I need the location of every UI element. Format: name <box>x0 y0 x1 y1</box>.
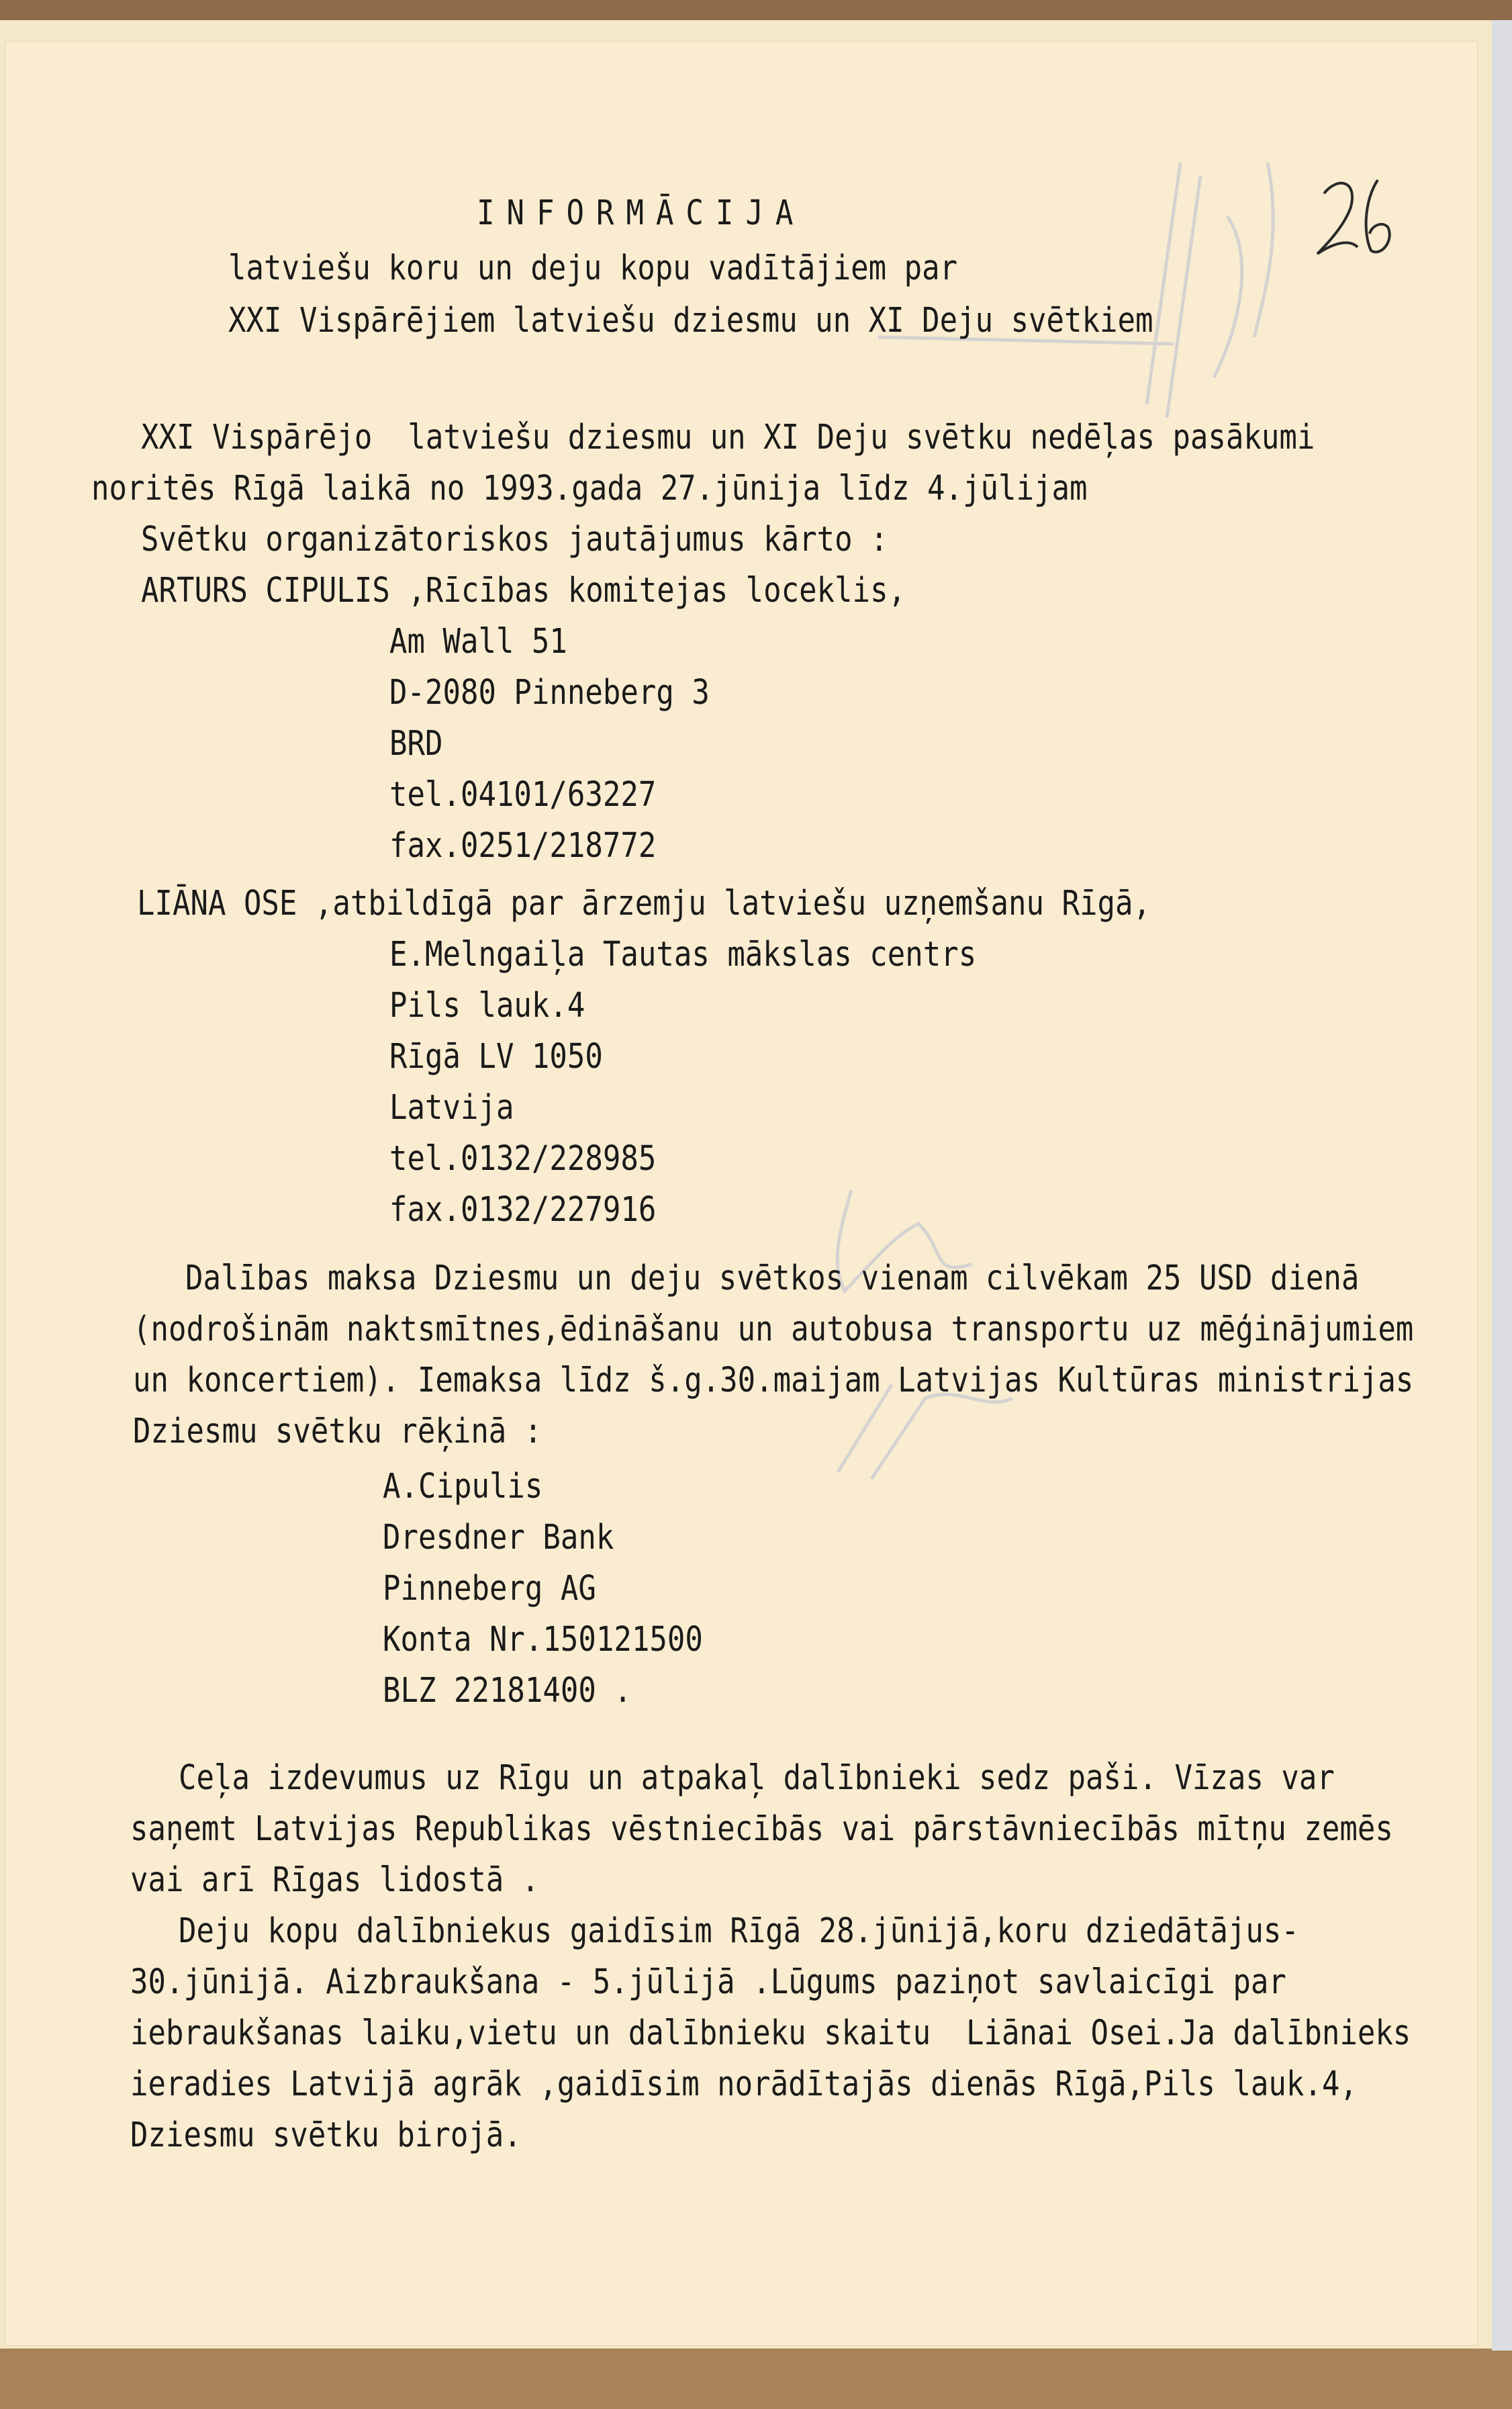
contact-line: fax.0251/218772 <box>389 826 657 866</box>
contact-header: ARTURS CIPULIS ,Rīcības komitejas loceklis, <box>141 571 906 610</box>
fee-line: (nodrošinām naktsmītnes,ēdināšanu un autobusa transportu uz mēģinājumiem <box>133 1310 1414 1349</box>
arrival-line: Deju kopu dalībniekus gaidīsim Rīgā 28.jūnijā,koru dziedātājus- <box>179 1911 1299 1951</box>
contact-line: tel.0132/228985 <box>389 1139 657 1179</box>
contact-line: Pils lauk.4 <box>389 986 585 1026</box>
arrival-line: ieradies Latvijā agrāk ,gaidīsim norādītajās dienās Rīgā,Pils lauk.4, <box>130 2064 1358 2104</box>
contact-line: D-2080 Pinneberg 3 <box>389 673 710 713</box>
fee-line: Dziesmu svētku rēķinā : <box>133 1412 542 1451</box>
bank-line: Dresdner Bank <box>383 1518 614 1557</box>
bank-line: Konta Nr.150121500 <box>383 1620 703 1660</box>
intro-line: noritēs Rīgā laikā no 1993.gada 27.jūnija līdz 4.jūlijam <box>91 469 1088 508</box>
bank-line: BLZ 22181400 . <box>383 1671 632 1711</box>
travel-line: saņemt Latvijas Republikas vēstniecībās vai pārstāvniecībās mītņu zemēs <box>130 1809 1393 1849</box>
fee-line: Dalības maksa Dziesmu un deju svētkos vienam cilvēkam 25 USD dienā <box>185 1259 1360 1298</box>
arrival-line: 30.jūnijā. Aizbraukšana - 5.jūlijā .Lūgums paziņot savlaicīgi par <box>130 1962 1286 2002</box>
contact-line: tel.04101/63227 <box>389 775 657 815</box>
contact-line: fax.0132/227916 <box>389 1190 657 1230</box>
desk-background <box>0 0 1512 20</box>
fee-line: un koncertiem). Iemaksa līdz š.g.30.maijam Latvijas Kultūras ministrijas <box>133 1361 1414 1400</box>
subtitle-line: latviešu koru un deju kopu vadītājiem par <box>228 248 958 288</box>
arrival-line: Dziesmu svētku birojā. <box>130 2116 522 2155</box>
faint-signature <box>811 1183 1214 1519</box>
page-number-handwritten <box>1311 173 1398 267</box>
intro-line: XXI Vispārējo latviešu dziesmu un XI Deju svētku nedēļas pasākumi <box>141 418 1315 457</box>
document-title: INFORMĀCIJA <box>477 193 806 233</box>
contact-line: Rīgā LV 1050 <box>389 1037 603 1077</box>
travel-line: vai arī Rīgas lidostā . <box>130 1860 540 1900</box>
bank-line: A.Cipulis <box>383 1467 543 1506</box>
contact-header: LIĀNA OSE ,atbildīgā par ārzemju latviešu uzņemšanu Rīgā, <box>137 884 1151 923</box>
contact-line: BRD <box>389 724 443 764</box>
contact-line: Am Wall 51 <box>389 622 567 662</box>
document-page <box>5 42 1477 2345</box>
bank-line: Pinneberg AG <box>383 1569 596 1608</box>
contact-line: Latvija <box>389 1088 514 1128</box>
contact-line: E.Melngaiļa Tautas mākslas centrs <box>389 935 977 974</box>
intro-line: Svētku organizātoriskos jautājumus kārto : <box>141 520 888 559</box>
arrival-line: iebraukšanas laiku,vietu un dalībnieku skaitu Liānai Osei.Ja dalībnieks <box>130 2013 1411 2053</box>
subtitle-line: XXI Vispārējiem latviešu dziesmu un XI Deju svētkiem <box>228 301 1153 340</box>
right-edge-strip <box>1492 20 1512 2351</box>
travel-line: Ceļa izdevumus uz Rīgu un atpakaļ dalībnieki sedz paši. Vīzas var <box>179 1758 1335 1798</box>
